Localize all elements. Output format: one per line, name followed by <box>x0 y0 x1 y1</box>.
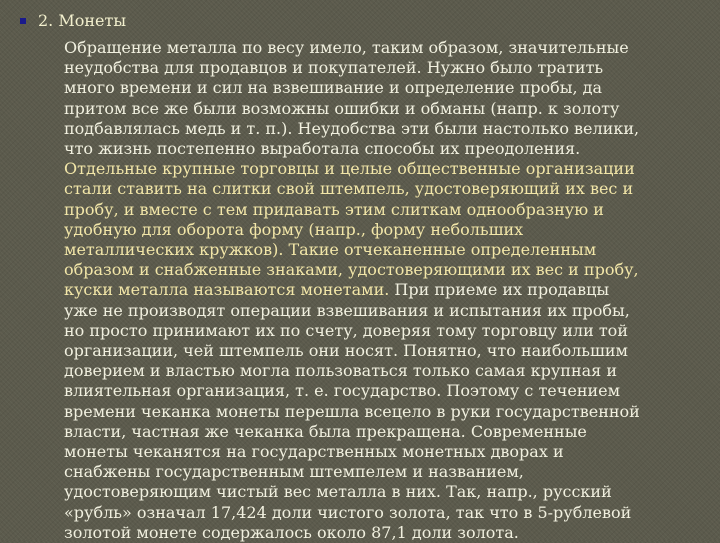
paragraph-line: что жизнь постепенно выработала способы их преодоления. <box>64 139 581 159</box>
paragraph-line-highlight: Отдельные крупные торговцы и целые общественные организации <box>64 159 635 179</box>
paragraph-line: подбавлялась медь и т. п.). Неудобства эти были настолько велики, <box>64 118 640 138</box>
paragraph-line: власти, частная же чеканка была прекращена. Современные <box>64 421 587 441</box>
paragraph-line: «рубль» означал 17,424 доли чистого золота, так что в 5-рублевой <box>64 502 632 522</box>
paragraph-line: монеты чеканятся на государственных монетных дворах и <box>64 442 564 462</box>
paragraph-line-highlight: металлических кружков). Такие отчеканенные определенным <box>64 240 597 260</box>
paragraph-line-highlight: образом и снабженные знаками, удостоверяющими их вес и пробу, <box>64 260 639 280</box>
highlight-segment: куски металла называются монетами. <box>64 280 390 300</box>
paragraph-line: но просто принимают их по счету, доверяя тому торговцу или той <box>64 320 628 340</box>
paragraph-line: притом все же были возможны ошибки и обманы (напр. к золоту <box>64 98 620 118</box>
paragraph-line: много времени и сил на взвешивание и определение пробы, да <box>64 78 603 98</box>
paragraph-line: удостоверяющим чистый вес металла в них. Так, напр., русский <box>64 482 612 502</box>
square-bullet-icon <box>20 18 26 24</box>
paragraph-line: неудобства для продавцов и покупателей. Нужно было тратить <box>64 58 604 78</box>
paragraph-line: времени чеканка монеты перешла всецело в руки государственной <box>64 401 640 421</box>
paragraph-line: Обращение металла по весу имело, таким образом, значительные <box>64 38 629 57</box>
paragraph-line: доверием и властью могла пользоваться только самая крупная и <box>64 361 618 381</box>
paragraph-line-highlight: стали ставить на слитки свой штемпель, удостоверяющий их вес и <box>64 179 634 199</box>
paragraph-line: снабжены государственным штемпелем и названием, <box>64 462 524 482</box>
paragraph-line-highlight: удобную для оборота форму (напр., форму небольших <box>64 219 524 239</box>
paragraph-line: золотой монете содержалось около 87,1 доли золота. <box>64 522 519 542</box>
paragraph-line-highlight: пробу, и вместе с тем придавать этим слиткам однообразную и <box>64 199 604 219</box>
plain-segment: При приеме их продавцы <box>389 280 610 300</box>
paragraph-line: уже не производят операции взвешивания и испытания их пробы, <box>64 300 630 320</box>
paragraph-line-mixed <box>64 280 720 300</box>
paragraph-line: влиятельная организация, т. е. государство. Поэтому с течением <box>64 381 621 401</box>
paragraph-line: организации, чей штемпель они носят. Понятно, что наибольшим <box>64 341 628 361</box>
body-paragraph <box>64 38 720 543</box>
slide-heading: 2. Монеты <box>38 11 127 30</box>
